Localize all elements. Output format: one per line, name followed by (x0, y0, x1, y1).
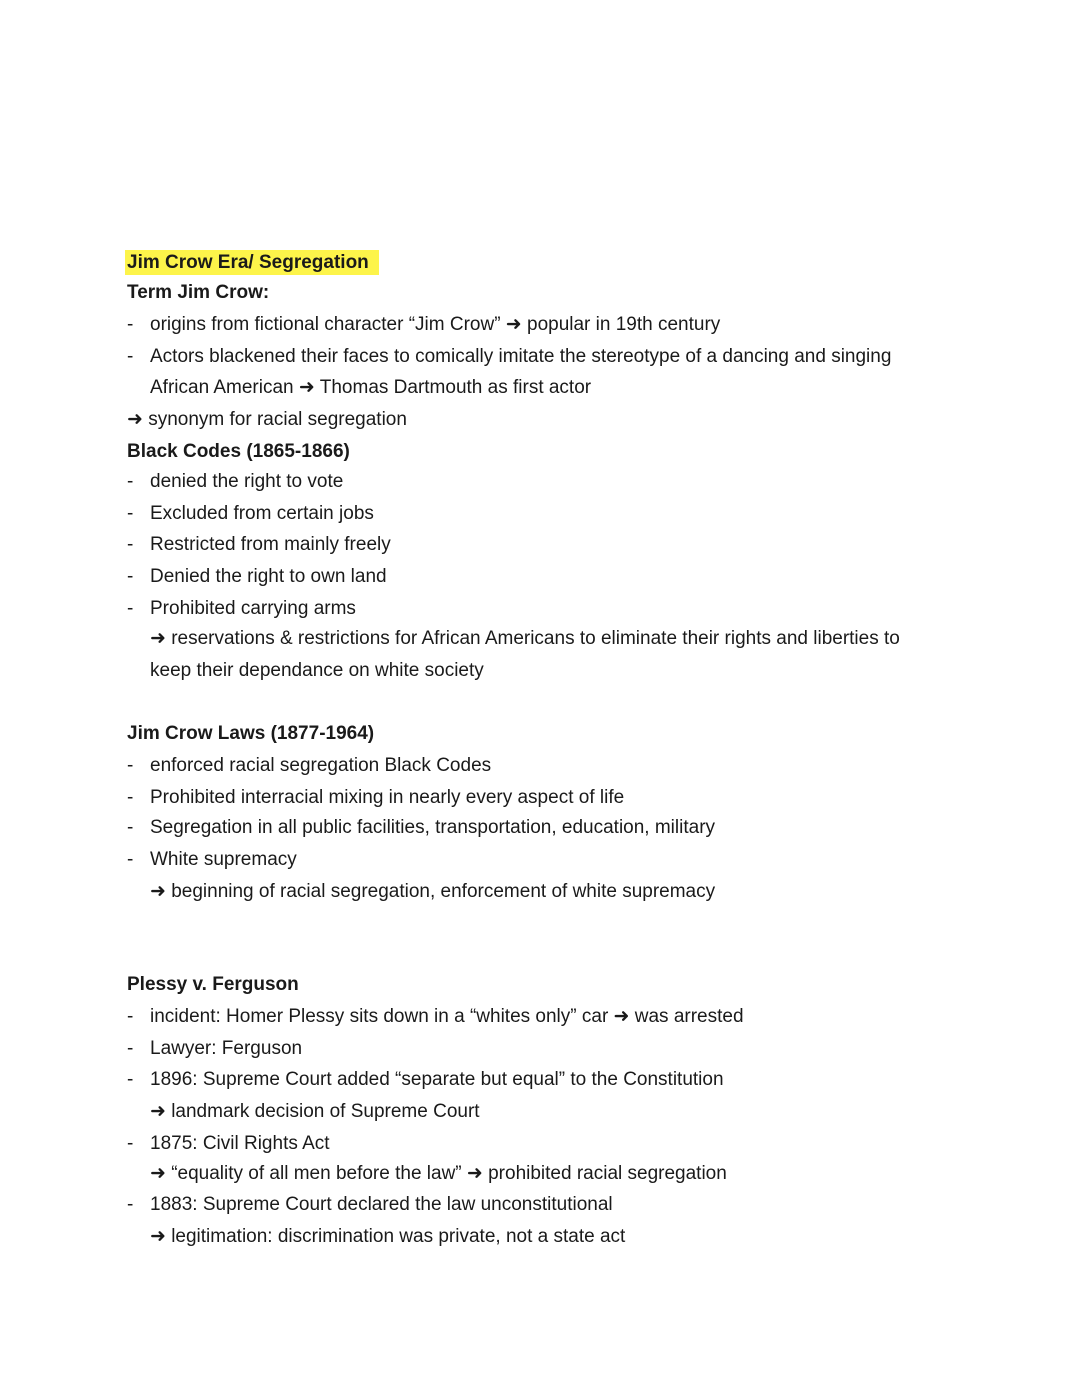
page-title (127, 251, 379, 275)
list-note: ➜ legitimation: discrimination was private, not a state act (150, 1226, 626, 1247)
section-conclusion: ➜ synonym for racial segregation (127, 409, 407, 430)
list-item-continuation: African American ➜ Thomas Dartmouth as first actor (150, 377, 592, 398)
bullet-dash: - (127, 314, 134, 335)
section-heading-black-codes: Black Codes (1865-1866) (127, 441, 350, 462)
section-conclusion: ➜ beginning of racial segregation, enforcement of white supremacy (150, 881, 716, 902)
bullet-dash: - (127, 787, 134, 808)
bullet-dash: - (127, 566, 134, 587)
bullet-dash: - (127, 503, 134, 524)
bullet-dash: - (127, 1038, 134, 1059)
title-highlight: Jim Crow Era/ Segregation (125, 250, 379, 275)
section-heading-plessy: Plessy v. Ferguson (127, 974, 299, 995)
section-conclusion: ➜ reservations & restrictions for African Americans to eliminate their rights and liberties to (150, 628, 900, 649)
bullet-dash: - (127, 1194, 134, 1215)
list-note: ➜ “equality of all men before the law” ➜ prohibited racial segregation (150, 1163, 727, 1184)
bullet-dash: - (127, 346, 134, 367)
bullet-dash: - (127, 1069, 134, 1090)
bullet-dash: - (127, 1133, 134, 1154)
section-heading-term: Term Jim Crow: (127, 282, 270, 303)
list-note: ➜ landmark decision of Supreme Court (150, 1101, 480, 1122)
bullet-dash: - (127, 849, 134, 870)
bullet-dash: - (127, 471, 134, 492)
section-heading-jim-crow-laws: Jim Crow Laws (1877-1964) (127, 723, 375, 744)
bullet-dash: - (127, 755, 134, 776)
bullet-dash: - (127, 598, 134, 619)
bullet-dash: - (127, 534, 134, 555)
section-conclusion-continuation: keep their dependance on white society (150, 660, 484, 681)
bullet-dash: - (127, 1006, 134, 1027)
bullet-dash: - (127, 817, 134, 838)
